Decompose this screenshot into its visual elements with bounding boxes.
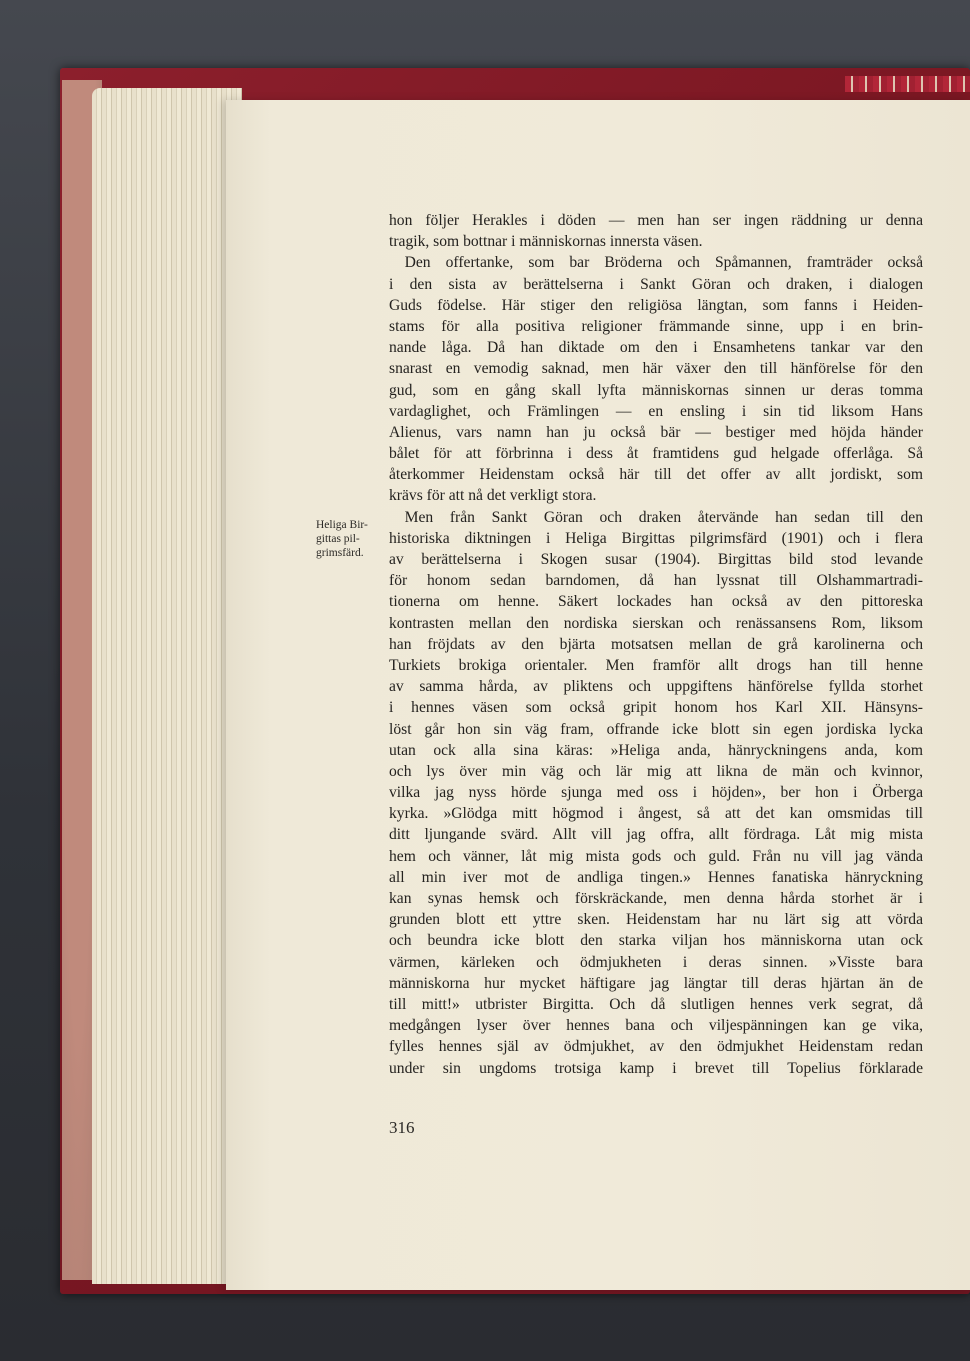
margin-note-line: gittas pil-	[316, 533, 360, 545]
margin-note-line: grimsfärd.	[316, 547, 364, 559]
text-line: utan ock alla sina käras: »Heliga anda, hänryckningens anda, kom	[389, 741, 923, 759]
text-line: vardaglighet, och Främlingen — en ensling i sin tid liksom Hans	[389, 402, 923, 420]
text-line: Alienus, vars namn han ju också bär — bestiger med höjda händer	[389, 423, 923, 441]
text-line: vilka jag nyss hörde sjunga med oss i höjden», ber hon i Örberga	[389, 784, 923, 802]
text-line: hem och vänner, låt mig mista gods och guld. Från nu vill jag vända	[389, 847, 923, 865]
text-line: fylles hennes själ av ödmjukhet, av den ödmjukhet Heidenstam redan	[389, 1038, 923, 1056]
text-line: kontrasten mellan den nordiska sierskan och renässansens Rom, liksom	[389, 614, 923, 632]
text-line: tragik, som bottnar i människornas innersta väsen.	[389, 233, 703, 251]
text-line: för honom sedan barndomen, då han lyssnat till Olshammartradi-	[389, 572, 923, 590]
text-line: av samma hårda, av pliktens och uppgiftens hänförelse fyllda storhet	[389, 678, 923, 696]
text-line: hon följer Herakles i döden — men han ser ingen räddning ur denna	[389, 212, 923, 229]
text-line: bålet för att förbrinna i dess åt framtidens gud helgade offerlåga. Så	[389, 445, 923, 463]
text-line: under sin ungdoms trotsiga kamp i brevet till Topelius förklarade	[389, 1059, 923, 1077]
margin-note	[316, 518, 378, 560]
text-line: gud, som en gång skall lyfta människornas sinnen ur deras tomma	[389, 381, 923, 399]
text-line: av berättelserna i Skogen susar (1904). Birgittas bild stod levande	[389, 551, 923, 568]
text-line: Den offertanke, som bar Bröderna och Spåmannen, framträder också	[389, 254, 923, 272]
text-line: återkommer Heidenstam också här till det offer av allt jordiskt, som	[389, 466, 923, 484]
text-line: snarast en vemodig saknad, men här växer den till hänförelse för den	[389, 360, 923, 378]
cover-headband	[845, 76, 970, 92]
text-line: all min iver mot de andliga tingen.» Hennes fanatiska hänryckning	[389, 868, 923, 886]
body-text	[389, 210, 923, 1079]
text-line: Turkiets brokiga orientaler. Men framför allt drogs han till henne	[389, 656, 923, 674]
text-line: människorna hur mycket häftigare jag längtar till deras hjärtan än de	[389, 974, 923, 992]
text-line: nande låga. Då han diktade om den i Ensamhetens tankar var den	[389, 339, 923, 357]
text-line: tionerna om henne. Säkert lockades han också av den pittoreska	[389, 593, 923, 611]
text-line: historiska diktningen i Heliga Birgittas pilgrimsfärd (1901) och i flera	[389, 529, 923, 547]
text-line: kyrka. »Glödga mitt högmod i ångest, så att det kan omsmidas till	[389, 805, 923, 823]
text-line: och beundra icke blott den starka viljan hos människorna utan ock	[389, 932, 923, 950]
text-line: värmen, kärleken och ödmjukheten i deras sinnen. »Visste bara	[389, 953, 923, 971]
text-line: i hennes väsen som också gripit honom hos Karl XII. Hänsyns-	[389, 699, 923, 717]
text-line: i den sista av berättelserna i Sankt Göran och draken, i dialogen	[389, 275, 923, 293]
text-line: till mitt!» utbrister Birgitta. Och då slutligen hennes verk segrat, då	[389, 995, 923, 1013]
text-line: han fröjdats av den bjärta motsatsen mellan de grå karolinerna och	[389, 635, 923, 653]
text-line: löst går hon sin väg fram, offrande icke blott sin egen jordiska lycka	[389, 720, 923, 738]
page-number: 316	[389, 1118, 415, 1137]
text-line: stams för alla positiva religioner främmande sinne, upp i en brin-	[389, 317, 923, 335]
text-line: krävs för att nå det verkligt stora.	[389, 487, 597, 505]
text-line: medgången lyser över hennes bana och viljespänningen kan ge vika,	[389, 1017, 923, 1035]
text-line: grunden blott ett yttre sken. Heidenstam har nu lärt sig att vörda	[389, 911, 923, 929]
text-line: kan synas hemsk och förskräckande, men denna hårda storhet är i	[389, 890, 923, 907]
margin-note-line: Heliga Bir-	[316, 519, 368, 531]
text-line: och lys över min väg och lär mig att likna de män och kvinnor,	[389, 762, 923, 780]
text-line: ditt ljungande svärd. Allt vill jag offra, allt fördraga. Låt mig mista	[389, 826, 923, 844]
text-line: Guds födelse. Här stiger den religiösa längtan, som fanns i Heiden-	[389, 296, 923, 314]
text-line: Men från Sankt Göran och draken återvände han sedan till den	[389, 508, 923, 526]
page-edges	[92, 88, 242, 1284]
